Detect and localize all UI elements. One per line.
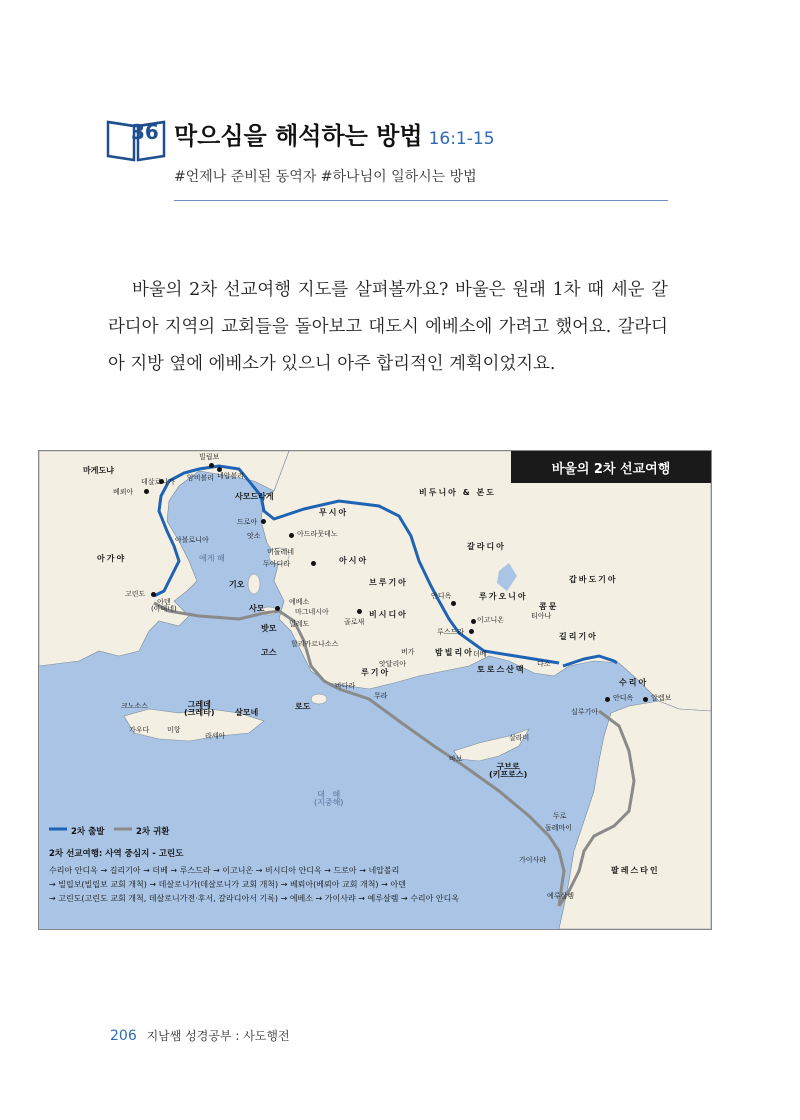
label-phoenix: 미항	[167, 726, 181, 734]
dot-thyatira	[311, 561, 316, 566]
dot-pisidian-antioch	[451, 601, 456, 606]
label-derbe: 더베	[473, 650, 487, 658]
label-paphos: 바보	[449, 755, 463, 763]
dot-iconium	[471, 619, 476, 624]
page-footer	[110, 1027, 290, 1044]
body-paragraph: 바울의 2차 선교여행 지도를 살펴볼까요? 바울은 원래 1차 때 세운 갈라디아 지역의 교회들을 돌아보고 대도시 에베소에 가려고 했어요. 갈라디아 지방 옆에 에베소가 있으니 아주 합리적인 계획이었지요.	[108, 280, 668, 374]
mission-journey-map	[38, 450, 712, 930]
label-attalia: 앗달리아	[379, 660, 407, 668]
scripture-reference: 16:1-15	[428, 129, 495, 149]
label-mysia: 무시아	[319, 508, 349, 517]
label-cos: 고스	[261, 648, 277, 657]
body-text	[108, 272, 668, 383]
dot-troas	[261, 519, 266, 524]
label-knossos: 크노소스	[121, 702, 149, 710]
label-halicarnassus: 할리카르나소스	[291, 640, 339, 648]
label-taurus: 토로스산맥	[477, 665, 526, 674]
label-lycia: 루기아	[361, 668, 391, 677]
page-number: 206	[110, 1028, 137, 1044]
label-cyprus: 구브로 (키프로스)	[489, 762, 528, 779]
label-seleucia: 실루기아	[571, 708, 599, 716]
label-salamis: 살라미	[509, 734, 530, 742]
label-adramyttium: 아드라뭇데노	[297, 530, 338, 538]
route-heading: 2차 선교여행: 사역 중심지 - 고린도	[49, 849, 184, 859]
label-pamphylia: 밤빌리아	[435, 648, 474, 657]
label-colossae: 골로새	[344, 618, 365, 626]
label-lasea: 라세아	[205, 732, 226, 740]
label-commagene: 콤문	[539, 602, 559, 611]
label-amphipolis: 암비볼리	[187, 474, 215, 482]
label-tyana: 티아나	[531, 612, 552, 620]
label-salmone: 살모네	[235, 708, 259, 717]
label-tarsus: 다소	[537, 660, 551, 668]
label-assos: 앗소	[247, 532, 261, 540]
dot-philippi	[209, 463, 214, 468]
label-neapolis: 네압볼리	[217, 472, 245, 480]
label-chios: 기오	[229, 580, 245, 589]
label-cappadocia: 갑바도기아	[569, 575, 618, 584]
label-macedonia: 마게도냐	[83, 466, 114, 475]
label-pisidian-antioch: 안디옥	[431, 592, 452, 600]
label-aegean: 에게 해	[199, 554, 225, 563]
label-zeugma: 알렙보	[651, 694, 672, 702]
header-divider	[174, 200, 668, 201]
route-line-2: → 빌립보(빌립보 교회 개척) → 데살로니가(데살로니가 교회 개척) → 베뢰아(베뢰아 교회 개척) → 아덴	[49, 880, 406, 889]
label-lycaonia: 루가오니아	[479, 592, 528, 601]
rhodes-island	[311, 694, 327, 704]
label-mytilene: 미둘레네	[267, 548, 295, 556]
route-line-3: → 고린도(고린도 교회 개척, 데살로니가전·후서, 갈라디아서 기록) → 에베소 → 가이사랴 → 예루살렘 → 수리아 안디옥	[49, 894, 460, 903]
label-antioch-syria: 안디옥	[613, 694, 634, 702]
label-myra: 무라	[374, 692, 388, 700]
label-pisidia: 비시디아	[369, 610, 408, 619]
label-asia: 아시아	[339, 556, 369, 565]
chapter-number: 36	[131, 120, 159, 144]
legend-outbound-label: 2차 출발	[71, 827, 105, 837]
label-troas: 드로아	[237, 518, 258, 526]
label-ptolemais: 돌레마이	[545, 824, 573, 832]
label-bithynia: 비두니아 & 본도	[419, 488, 496, 497]
dot-berea	[144, 489, 149, 494]
legend-return-label: 2차 귀환	[136, 827, 170, 837]
label-samos: 사모	[249, 604, 265, 613]
label-magnesia: 마그네시아	[295, 608, 329, 616]
label-patara: 바다라	[335, 682, 356, 690]
label-thyatira: 두아디라	[263, 560, 291, 568]
label-jerusalem: 예루살렘	[547, 892, 575, 900]
label-patmos: 밧모	[261, 624, 277, 633]
label-perga: 버가	[401, 648, 415, 656]
label-athens: 아덴 (아테네)	[151, 598, 177, 613]
chapter-tags: #언제나 준비된 동역자 #하나님이 일하시는 방법	[174, 169, 477, 185]
label-mediterranean: 대 해 (지중해)	[314, 790, 344, 807]
label-philippi: 빌립보	[199, 453, 220, 461]
dot-corinth	[151, 592, 156, 597]
label-crete: 그레데 (크레타)	[184, 700, 215, 717]
label-thessalonica: 데살로니가	[141, 478, 175, 486]
label-caesarea: 가이사랴	[519, 856, 547, 864]
label-cilicia: 길리기아	[559, 632, 598, 641]
label-samothrace: 사모드라게	[235, 492, 274, 501]
label-achaia: 아가야	[97, 554, 127, 563]
dot-zeugma	[643, 697, 648, 702]
chapter-title	[174, 116, 495, 151]
chios-island	[248, 574, 260, 594]
label-palestine: 팔레스타인	[611, 866, 660, 875]
book-title: 지남쌤 성경공부 : 사도행전	[146, 1029, 290, 1043]
label-corinth: 고린도	[125, 590, 146, 598]
dot-adramyttium	[289, 533, 294, 538]
map-title: 바울의 2차 선교여행	[511, 451, 711, 483]
label-phrygia: 브루기아	[369, 578, 408, 587]
label-berea: 베뢰아	[113, 488, 134, 496]
dot-colossae	[357, 609, 362, 614]
label-miletus: 밀레도	[289, 620, 310, 628]
label-tyre: 두로	[553, 812, 567, 820]
label-apollonia: 아볼로니아	[175, 536, 209, 544]
dot-ephesus	[275, 606, 280, 611]
route-line-1: 수리아 안디옥 → 길리기아 → 더베 → 루스드라 → 이고니온 → 비시디아 안디옥 → 드로아 → 네압볼리	[49, 866, 400, 875]
dot-antioch-syria	[605, 697, 610, 702]
label-gortyna: 가우다	[129, 726, 150, 734]
label-syria: 수리아	[619, 678, 649, 687]
label-ephesus: 에베소	[289, 598, 310, 606]
label-iconium: 이고니온	[477, 616, 505, 624]
chapter-title-text: 막으심을 해석하는 방법	[174, 122, 423, 150]
dot-lystra	[469, 629, 474, 634]
chapter-header	[104, 112, 668, 202]
label-lystra: 루스드라	[437, 628, 465, 636]
label-galatia: 갈라디아	[467, 542, 506, 551]
label-rhodes: 로도	[295, 702, 311, 711]
